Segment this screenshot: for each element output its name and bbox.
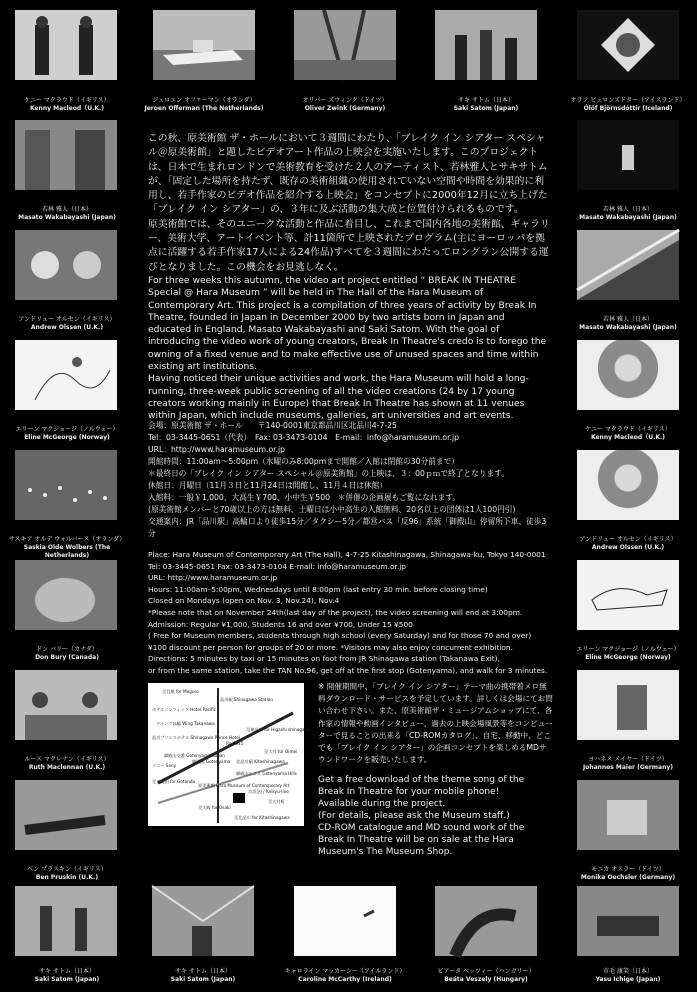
paragraph: For three weeks this autumn, the video art project entitled “ BREAK IN THEATRE Special @ Hara Museum ” will be held in The Hall of the Hara Museum of Contemporary Art. This project is a compilation of three years of activity by Break In Theatre, founded in Japan in December 2000 by two artists born in Japan and educated in England, Masato Wakabayashi and Saki Satom. With the goal of introducing the video work of young creators, Break In Theatre's credo is to forego the owning of a fixed venue and to make effective use of unused spaces and time within existing art institutions. — [148, 275, 547, 373]
video-still-thumbnail — [15, 560, 117, 630]
video-still-thumbnail — [294, 10, 396, 80]
map-label: 至大井町 — [268, 799, 285, 804]
artist-caption: サスキア オルデ ウォルバース（オランダ） Saskia Olde Wolbers (The Netherlands) — [8, 536, 126, 559]
map-label: Route15 — [226, 741, 244, 746]
video-still-thumbnail — [577, 560, 679, 630]
video-still-thumbnail — [577, 780, 679, 850]
artist-caption: ヨハネス メイヤー（ドイツ） Johannes Maier (Germany) — [582, 756, 674, 771]
download-line: CD-ROM catalogue and MD sound work of the Break In Theatre will be on sale at the Hara Museum's The Museum Shop. — [318, 823, 525, 857]
info-line: 会場：原美術館 ザ・ホール 〒140-0001東京都品川区北品川4-7-25 — [148, 421, 397, 430]
artist-caption: 若林 雅人（日本） Masato Wakabayashi (Japan) — [579, 206, 677, 221]
map-label: 御殿山交番 Gotenyama Koban — [164, 753, 225, 758]
map-label: 品川プリンスホテル Shinagawa Prince Hotel — [152, 735, 241, 740]
video-still-thumbnail — [152, 886, 254, 956]
map-label: 御殿山ヒルズ Gotenyama Hills — [236, 771, 297, 776]
info-line: ¥100 discount per person for groups of 20 or more. *Visitors may also enjoy concurrent exhibition. — [148, 642, 513, 652]
info-line: 交通案内：JR「品川駅」高輪口より徒歩15分／タクシー5分／都営バス「反96」系統「御殿山」停留所下車、徒歩3分 — [148, 517, 547, 538]
map-label: 至大崎 for Osaki — [198, 805, 231, 810]
artist-caption: ルース マクレナン（イギリス） Ruth Maclennan (U.K.) — [24, 756, 110, 771]
artist-caption: ジュロエン オファーマン（オランダ） Jeroen Offerman (The Netherlands) — [144, 97, 264, 112]
paragraph: 原美術館では、そのユニークな活動と作品に着目し、これまで国内各地の美術館、ギャラリー、美術大学、アートイベント等、計11箇所で上映されたプログラム(主にヨーロッパを拠点に活躍する若手作家17人による24作品)すべてを３週間にわたってロングラン公開する運びとなりました。この機会をお見逃しなく。 — [148, 218, 550, 273]
artist-caption: オリバー ズウィンク（ドイツ） Oliver Zwink (Germany) — [302, 97, 388, 112]
info-line: Admission: Regular ¥1,000, Students 16 and over ¥700, Under 15 ¥500 — [148, 619, 413, 629]
video-still-thumbnail — [577, 450, 679, 520]
info-line: URL: http://www.haramuseum.or.jp — [148, 573, 278, 583]
artist-caption: アンドリュー オルセン（イギリス） Andrew Olssen (U.K.) — [579, 536, 677, 551]
info-line: Directions: 5 minutes by taxi or 15 minutes on foot from JR Shinagawa station (Takanawa Exit), — [148, 654, 500, 664]
info-line: Place: Hara Museum of Contemporary Art (The Hall), 4-7-25 Kitashinagawa, Shinagawa-ku, Tokyo 140-0001 — [148, 550, 546, 559]
intro-japanese — [148, 132, 550, 275]
info-line: URL：http://www.haramuseum.or.jp — [148, 445, 286, 454]
video-still-thumbnail — [577, 340, 679, 410]
download-line: (For details, please ask the Museum staff.) — [318, 811, 510, 821]
artist-caption: モニカ オスラー（ドイツ） Monika Oechsler (Germany) — [580, 866, 676, 881]
info-line: Closed on Mondays (open on Nov. 3, Nov.24), Nov.4 — [148, 596, 340, 606]
video-still-thumbnail — [577, 670, 679, 740]
map-label: ウイング高輪 Wing Takanawa — [156, 721, 215, 726]
map-label: 品川駅 Shinagawa Station — [220, 697, 274, 702]
info-line: 休館日：月曜日（11月３日と11月24日は開館し、11月４日は休館） — [148, 481, 388, 490]
paragraph: Having noticed their unique activities and work, the Hara Museum will hold a long-running, three-week public screening of all the video creations (24 by 17 young creators working mainly in Europe) that Break In Theatre has shown at 11 venues within Japan, which include museums, galleries, art universities and art events. — [148, 373, 529, 422]
artist-caption: ベン プラスキン（イギリス） Ben Pruskin (U.K.) — [27, 866, 107, 881]
video-still-thumbnail — [15, 10, 117, 80]
map-label: 至目黒 for Meguro — [162, 689, 199, 694]
info-english — [148, 549, 550, 677]
map-label: 原美術館 Hara Museum of Contemporary Art — [198, 783, 290, 788]
map-label: 御殿山 Gotenyama — [192, 759, 231, 764]
info-line: 入館料：一般￥1,000、大高生￥700、小中生￥500 ＊併催の企画展もご覧になれます。 — [148, 493, 461, 502]
map-label: 至五反田 for Gotanda — [152, 779, 196, 784]
map-label: ソニー Sony — [152, 763, 177, 768]
video-still-thumbnail — [294, 886, 396, 956]
video-still-thumbnail — [15, 670, 117, 740]
artist-caption: 若林 雅人（日本） Masato Wakabayashi (Japan) — [18, 206, 116, 221]
artist-caption: 市毛 康笑（日本） Yasu Ichige (Japan) — [595, 968, 661, 983]
map-label: 北品川駅 Kitashinagawa — [236, 759, 285, 764]
video-still-thumbnail — [15, 886, 117, 956]
map-label: ホテルパシフィック Hotel Pacific — [152, 707, 216, 712]
video-still-thumbnail — [577, 886, 679, 956]
video-still-thumbnail — [15, 230, 117, 300]
download-japanese — [318, 681, 554, 766]
paragraph: この秋、原美術館 ザ・ホールにおいて３週間にわたり、「ブレイク イン シアター スペシャル＠原美術館」と題したビデオアート作品の上映会を実施いたします。このプロジェクトは、日本で生まれロンドンで美術教育を受けた２人のアーティスト、若林雅人とサキサトムが、「固定した場所を持たず、既存の美術組織の使用されていない空間や時間を効果的に利用し、若手作家のビデオ作品を紹介する上映会」をコンセプトに2000年12月に立ち上げた「ブレイク イン シアター」の、３年に及ぶ活動の集大成と位置付けられるものです。 — [148, 133, 548, 216]
info-line: ( Free for Museum members, students through high school (every Saturday) and for those 70 and over) — [148, 631, 532, 641]
artist-caption: エリーン マクジョージ（ノルウェー） Eline McGeorge (Norway) — [15, 426, 119, 441]
access-map — [148, 683, 311, 826]
info-japanese — [148, 420, 550, 540]
download-line: Get a free download of the theme song of the Break In Theatre for your mobile phone! — [318, 775, 525, 797]
map-label: 至東品川 for Higashi shinagawa — [246, 727, 311, 732]
info-line: Tel: 03-3445-0651 Fax: 03-3473-0104 E-mail: info@haramuseum.or.jp — [148, 561, 406, 571]
video-still-thumbnail — [435, 886, 537, 956]
map-label: 至大井 for Oimei — [264, 749, 298, 754]
video-still-thumbnail — [15, 780, 117, 850]
intro-english — [148, 275, 550, 423]
artist-caption: アンドリュー オルセン（イギリス） Andrew Olssen (U.K.) — [18, 316, 116, 331]
download-english — [318, 774, 550, 858]
artist-caption: サキ サトム（日本） Saki Satom (Japan) — [34, 968, 100, 983]
info-line: ＊最終日の「ブレイク イン シアター スペシャル＠原美術館」の上映は、３：00ｐｍで終了となります。 — [148, 469, 509, 478]
video-still-thumbnail — [577, 230, 679, 300]
video-still-thumbnail — [153, 10, 255, 80]
download-line: Available during the project. — [318, 799, 446, 809]
map-label: 京浜急行 Keikyu-line — [248, 789, 289, 794]
video-still-thumbnail — [15, 120, 117, 190]
artist-caption: キャロライン マッカーシー（アイルランド） Caroline McCarthy (Ireland) — [284, 968, 406, 983]
artist-caption: サキ サトム（日本） Saki Satom (Japan) — [170, 968, 236, 983]
download-note: ※ 開催期間中、「ブレイク イン シアター」テーマ曲の携帯着メロ無料ダウンロード・サービスを予定しています。詳しくは会場にてお問い合わせ下さい。また、原美術館ザ・ミュージアムショップにて、各作家の情報や動画インタビュー、過去の上映会場風景等をコンピューターで見ることの出来る「CD-ROMカタログ」、自宅、移動中、どこでも「ブレイク イン シアター」の企画コンセプトを楽しめるMDサウンドワークを販売いたします。 — [318, 682, 553, 765]
video-still-thumbnail — [577, 10, 679, 80]
artist-caption: ケニー マクラウド（イギリス） Kenny Macleod（U.K.) — [585, 426, 671, 441]
info-line: or from the same station, take the TAN No.96, get off at the first stop (Gotenyama), and walk for 3 minutes. — [148, 665, 548, 675]
artist-caption: 若林 雅人（日本） Masato Wakabayashi (Japan) — [579, 316, 677, 331]
info-line: Tel：03-3445-0651（代表） Fax: 03-3473-0104 E-mail：info@haramuseum.or.jp — [148, 433, 460, 442]
artist-caption: ケニー マクラウド（イギリス） Kenny Macleod（U.K.) — [24, 97, 110, 112]
video-still-thumbnail — [15, 340, 117, 410]
info-line: *Please note that on November 24th(last day of the project), the video screening will end at 3:00pm. — [148, 607, 523, 617]
info-line: Hours: 11:00am–5:00pm, Wednesdays until 8:00pm (last entry 30 min. before closing time) — [148, 584, 488, 594]
artist-caption: オラフ ビュロンズドター（アイスランド） Ólöf Björnsdóttir (Iceland) — [570, 97, 686, 112]
info-line: 開館時間：11:00am〜5:00pm（水曜のみ8:00pmまで開館／入館は閉館の30分前まで） — [148, 457, 459, 466]
info-line: (原美術館メンバーと70歳以上の方は無料、土曜日は小中高生の入館無料、20名以上の団体は1人100円引) — [148, 505, 516, 514]
artist-caption: ビアータ ベッツィー（ハンガリー） Beáta Veszely (Hungary) — [437, 968, 535, 983]
artist-caption: エリーン マクジョージ（ノルウェー） Eline McGeorge (Norway) — [576, 646, 680, 661]
artist-caption: サキ サトム（日本） Saki Satom (Japan) — [453, 97, 519, 112]
video-still-thumbnail — [435, 10, 537, 80]
map-label: 至北品川 for Kitashinagawa — [234, 815, 290, 820]
artist-caption: ドン バリー（カナダ） Don Bury (Canada) — [35, 646, 99, 661]
video-still-thumbnail — [15, 450, 117, 520]
video-still-thumbnail — [577, 120, 679, 190]
